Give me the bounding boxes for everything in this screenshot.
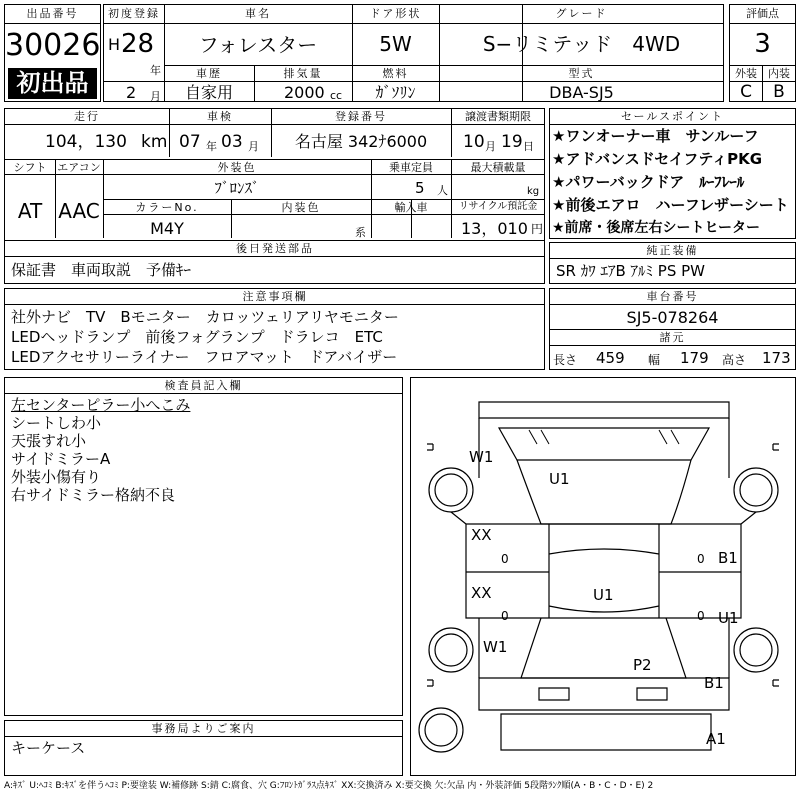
inspection-label: 車検 (207, 110, 233, 123)
exterior-label: 外装 (735, 67, 757, 80)
damage-mark: P2 (633, 656, 652, 674)
score-box (729, 4, 796, 102)
capacity-label: 乗車定員 (389, 161, 433, 174)
int-color-label: 内装色 (281, 201, 321, 214)
sales-point-item: ★アドバンスドセイフティPKG (552, 150, 763, 168)
genuine-equipment-box (549, 242, 796, 284)
shift-label: シフト (13, 161, 47, 174)
score: 3 (754, 29, 771, 59)
inspector-line: 右サイドミラー格納不良 (11, 486, 175, 504)
plate-number: 名古屋 342ﾅ6000 (294, 132, 428, 151)
office-box (4, 720, 403, 776)
model-label: 型式 (568, 67, 595, 80)
lot-number-label: 出品番号 (26, 7, 79, 20)
transfer-day-unit: 日 (523, 140, 534, 153)
damage-mark: XX (471, 526, 492, 544)
grade: S−リミテッド 4WD (482, 32, 681, 56)
int-color-unit: 系 (355, 226, 366, 239)
notes-box (4, 288, 545, 370)
office-label: 事務局よりご案内 (151, 722, 256, 735)
sales-point-item: ★パワーバックドア ﾙｰﾌﾚｰﾙ (552, 173, 745, 191)
damage-mark: U1 (718, 609, 739, 627)
exterior-grade: C (740, 82, 752, 102)
spec-label: 諸元 (659, 331, 686, 344)
chassis-label: 車台番号 (646, 290, 699, 303)
transfer-day: 19 (501, 132, 523, 152)
note-line: LEDアクセサリーライナー フロアマット ドアバイザー (11, 348, 398, 366)
displacement-unit: cc (330, 89, 343, 102)
mileage-unit: km (141, 132, 168, 152)
later-parts-label: 後日発送部品 (236, 242, 314, 255)
inspector-line: サイドミラーA (11, 450, 111, 468)
capacity: 5 (415, 179, 425, 197)
note-line: 社外ナビ TV Bモニター カロッツェリアリヤモニター (11, 308, 399, 326)
car-diagram (411, 378, 795, 775)
inspection-year-unit: 年 (206, 140, 217, 153)
legend: A:ｷｽﾞ U:ﾍｺﾐ B:ｷｽﾞを伴うﾍｺﾐ P:要塗装 W:補修跡 S:錆 C:腐食、穴 G:ﾌﾛﾝﾄｶﾞﾗｽ点ｷｽﾞ XX:交換済み X:要交換 欠:欠品 内・外装評価 5段階ﾗﾝｸ順(A・B・C・D・E) 2 (4, 781, 654, 791)
interior-label: 内装 (768, 67, 790, 80)
mileage-label: 走行 (74, 110, 100, 123)
color-label: 外装色 (217, 161, 257, 174)
damage-mark: B1 (704, 674, 724, 692)
transfer-month-unit: 月 (485, 140, 496, 153)
inspection-month-unit: 月 (248, 140, 259, 153)
displacement-label: 排気量 (283, 67, 323, 80)
length-label: 長さ (553, 353, 578, 367)
year-unit: 年 (150, 64, 161, 77)
inspection-month: 03 (221, 132, 243, 152)
sales-point-item: ★前席・後席左右シートヒーター (552, 220, 760, 236)
recycle-fee: 13，010 (461, 219, 528, 238)
first-reg-label: 初度登録 (108, 7, 160, 20)
damage-mark: A1 (706, 730, 726, 748)
sales-point-item: ★ワンオーナー車 サンルーフ (552, 127, 759, 145)
damage-mark: U1 (549, 470, 570, 488)
width-label: 幅 (648, 353, 661, 367)
first-listing-text: 初出品 (16, 69, 89, 97)
displacement: 2000 (284, 83, 325, 102)
aircon-label: エアコン (57, 161, 101, 174)
history: 自家用 (184, 83, 233, 102)
sales-point-item: ★前後エアロ ハーフレザーシート (552, 196, 789, 214)
damage-zero: 0 (697, 552, 705, 566)
inspector-label: 検査員記入欄 (164, 379, 243, 392)
inspector-line: 外装小傷有り (11, 468, 102, 486)
first-reg-year: 28 (121, 29, 155, 59)
car-name-label: 車名 (245, 7, 271, 20)
first-listing-badge (8, 68, 97, 99)
history-label: 車歴 (196, 67, 222, 80)
car-diagram-box (410, 377, 796, 776)
inspector-box (4, 377, 403, 716)
note-line: LEDヘッドランプ 前後フォグランプ ドラレコ ETC (11, 328, 383, 346)
main-header-box (103, 4, 724, 102)
genuine-equipment: SR ｶﾜ ｴｱB ｱﾙﾐ PS PW (556, 262, 706, 280)
sales-points-box (549, 108, 796, 239)
car-name: フォレスター (198, 33, 318, 57)
height-label: 高さ (722, 353, 747, 367)
shift: AT (17, 199, 43, 223)
length: 459 (596, 349, 625, 367)
inspection-year: 07 (179, 132, 201, 152)
damage-zero: 0 (697, 609, 705, 623)
model: DBA-SJ5 (549, 83, 614, 102)
fuel: ｶﾞｿﾘﾝ (375, 83, 416, 102)
details-box (4, 108, 545, 284)
office-note: キーケース (11, 739, 86, 757)
color-no: M4Y (150, 219, 184, 238)
inspector-line: シートしわ小 (11, 414, 102, 432)
notes-label: 注意事項欄 (242, 290, 308, 303)
chassis-number: SJ5-078264 (626, 308, 719, 327)
recycle-label: リサイクル預託金 (458, 201, 538, 212)
color-no-label: カラーNo. (135, 201, 199, 214)
door-label: ドア形状 (369, 7, 422, 20)
height: 173 (762, 349, 791, 367)
later-parts: 保証書 車両取説 予備ｷｰ (11, 261, 192, 279)
grade-label: グレード (555, 7, 608, 20)
month-unit: 月 (150, 90, 161, 103)
era: H (108, 35, 121, 54)
transfer-label: 譲渡書類期限 (465, 110, 531, 123)
transfer-month: 10 (463, 132, 485, 152)
mileage: 104，130 (45, 132, 127, 152)
lot-number-box (4, 4, 101, 102)
door-type: 5W (379, 32, 412, 56)
score-label: 評価点 (746, 7, 779, 20)
capacity-unit: 人 (437, 184, 448, 197)
load-label: 最大積載量 (470, 161, 526, 174)
lot-number: 30026 (5, 28, 101, 63)
damage-mark: B1 (718, 549, 738, 567)
damage-zero: 0 (501, 609, 509, 623)
import-label: 輸入車 (394, 201, 428, 214)
color: ﾌﾞﾛﾝｽﾞ (214, 179, 260, 197)
interior-grade: B (773, 82, 785, 102)
damage-mark: W1 (483, 638, 508, 656)
damage-zero: 0 (501, 552, 509, 566)
plate-label: 登録番号 (335, 110, 387, 123)
first-reg-month: 2 (126, 83, 137, 102)
damage-mark: U1 (593, 586, 614, 604)
width: 179 (680, 349, 709, 367)
sales-points-label: セールスポイント (620, 110, 724, 123)
inspector-line: 天張すれ小 (11, 432, 87, 450)
genuine-label: 純正装備 (646, 244, 699, 257)
recycle-unit: 円 (531, 222, 544, 236)
inspector-line: 左センターピラー小へこみ (11, 396, 191, 414)
aircon: AAC (58, 199, 100, 223)
chassis-box (549, 288, 796, 370)
load-unit: kg (527, 186, 540, 197)
fuel-label: 燃料 (382, 67, 409, 80)
damage-mark: XX (471, 584, 492, 602)
damage-mark: W1 (469, 448, 494, 466)
